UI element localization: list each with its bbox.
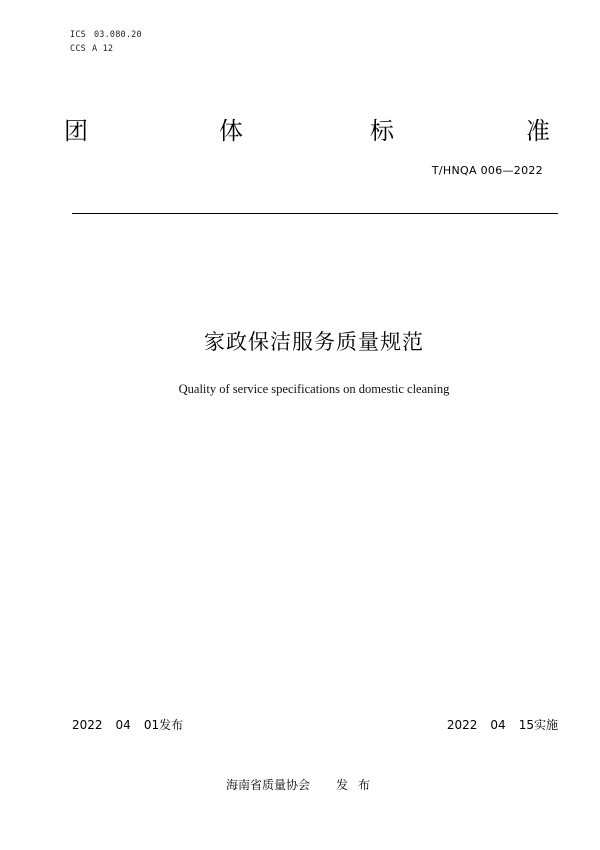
implement-day: 15 xyxy=(518,718,534,732)
issue-year: 2022 xyxy=(72,718,103,732)
ccs-classification xyxy=(70,44,113,54)
standard-number: T/HNQA 006—2022 xyxy=(431,164,543,177)
ics-label: ICS xyxy=(70,30,86,40)
issue-label: 发布 xyxy=(159,718,184,732)
publisher-action: 发布 xyxy=(336,778,381,792)
standard-type-char: 准 xyxy=(526,117,550,145)
title-english: Quality of service specifications on domestic cleaning xyxy=(178,382,450,396)
standard-type-heading xyxy=(64,115,558,151)
standard-type-char: 体 xyxy=(219,117,243,145)
ccs-code: A 12 xyxy=(91,44,114,54)
publisher-organization: 海南省质量协会 xyxy=(226,778,311,792)
ics-code: 03.080.20 xyxy=(93,30,142,40)
publisher-line xyxy=(226,776,380,794)
implement-month: 04 xyxy=(490,718,506,732)
issue-day: 01 xyxy=(143,718,160,732)
implement-label: 实施 xyxy=(533,718,558,732)
issue-date xyxy=(72,716,183,734)
ics-classification xyxy=(70,30,142,40)
issue-month: 04 xyxy=(115,718,131,732)
implementation-date xyxy=(447,716,558,734)
title-chinese: 家政保洁服务质量规范 xyxy=(204,330,424,354)
implement-year: 2022 xyxy=(446,718,478,732)
standard-type-char: 团 xyxy=(64,117,88,145)
ccs-label: CCS xyxy=(70,44,86,54)
header-divider xyxy=(72,213,558,214)
standard-type-char: 标 xyxy=(370,117,394,145)
